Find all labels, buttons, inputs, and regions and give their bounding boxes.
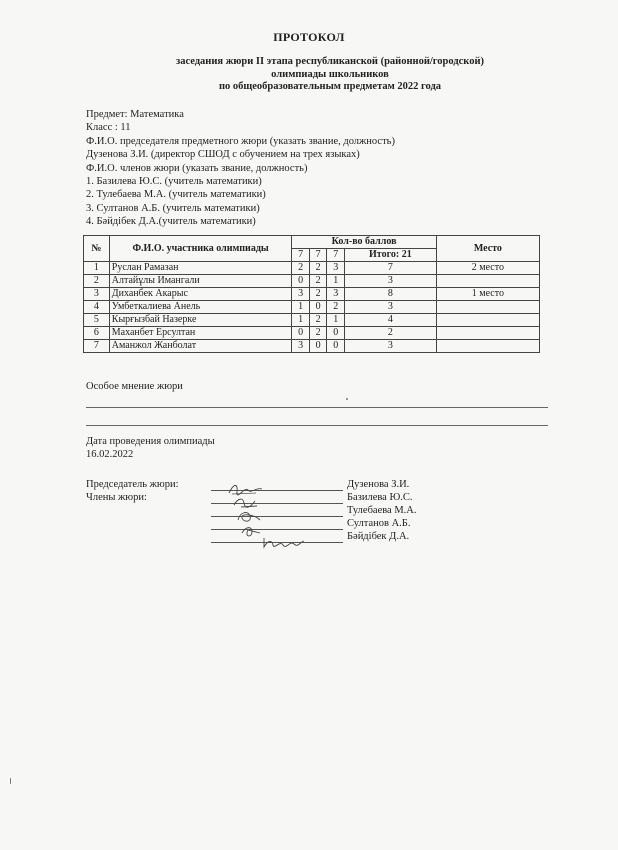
table-row [84, 301, 540, 314]
score-total: 8 [344, 288, 436, 301]
signature-scribble-icon [260, 534, 306, 550]
row-num: 3 [84, 288, 110, 301]
scan-speck [10, 778, 11, 784]
score-total: 3 [344, 275, 436, 288]
chair-label: Председатель жюри: [86, 479, 179, 490]
signatory-name: Тулебаева М.А. [347, 505, 417, 516]
participant-name: Диханбек Акарыс [109, 288, 292, 301]
max-score: 7 [309, 249, 327, 262]
table-row [84, 314, 540, 327]
signature-line [211, 529, 343, 530]
class-line: Класс : 11 [86, 122, 131, 134]
score-2: 0 [309, 340, 327, 353]
score-3: 3 [327, 288, 345, 301]
participant-name: Аманжол Жанболат [109, 340, 292, 353]
place: 2 место [436, 262, 539, 275]
table-row [84, 288, 540, 301]
opinion-line [86, 425, 548, 426]
place [436, 314, 539, 327]
members-heading: Ф.И.О. членов жюри (указать звание, должность) [86, 162, 308, 174]
signatory-name: Базилева Ю.С. [347, 492, 413, 503]
olympiad-date [86, 436, 215, 461]
score-3: 1 [327, 275, 345, 288]
score-total: 7 [344, 262, 436, 275]
row-num: 5 [84, 314, 110, 327]
max-score: 7 [292, 249, 310, 262]
participant-name: Руслан Рамазан [109, 262, 292, 275]
score-1: 3 [292, 288, 310, 301]
participant-name: Кырғызбай Назерке [109, 314, 292, 327]
results-table [83, 235, 540, 353]
table-header-row [84, 236, 540, 249]
row-num: 7 [84, 340, 110, 353]
signatory-name: Дузенова З.И. [347, 479, 410, 490]
score-1: 0 [292, 275, 310, 288]
member-line: 3. Султанов А.Б. (учитель математики) [86, 202, 260, 214]
participant-name: Алтайұлы Имангали [109, 275, 292, 288]
chair-name: Дузенова З.И. (директор СШОД с обучением на трех языках) [86, 149, 360, 161]
score-2: 2 [309, 288, 327, 301]
score-2: 0 [309, 301, 327, 314]
score-3: 1 [327, 314, 345, 327]
table-row [84, 327, 540, 340]
participant-name: Умбеткалиева Анель [109, 301, 292, 314]
max-score: 7 [327, 249, 345, 262]
score-2: 2 [309, 262, 327, 275]
special-opinion-label: Особое мнение жюри [86, 381, 183, 392]
opinion-line [86, 407, 548, 408]
signature-block [86, 479, 556, 549]
place: 1 место [436, 288, 539, 301]
place [436, 301, 539, 314]
score-1: 3 [292, 340, 310, 353]
date-value: 16.02.2022 [86, 448, 134, 460]
score-total: 3 [344, 340, 436, 353]
signature-line [211, 516, 343, 517]
score-total: 4 [344, 314, 436, 327]
subtitle-line: по общеобразовательным предметам 2022 года [218, 81, 442, 92]
table-row [84, 340, 540, 353]
row-num: 2 [84, 275, 110, 288]
row-num: 1 [84, 262, 110, 275]
table-row [84, 275, 540, 288]
header-scores: Кол-во баллов [292, 236, 436, 249]
scan-speck [346, 398, 348, 400]
document-title: ПРОТОКОЛ [273, 30, 345, 44]
score-1: 1 [292, 314, 310, 327]
place [436, 275, 539, 288]
score-1: 2 [292, 262, 310, 275]
signatory-name: Бәйдібек Д.А. [347, 531, 410, 542]
member-line: 2. Тулебаева М.А. (учитель математики) [86, 189, 266, 201]
members-label: Члены жюри: [86, 492, 147, 503]
header-num: № [84, 236, 110, 262]
score-3: 0 [327, 327, 345, 340]
document-subtitle [120, 56, 540, 94]
score-3: 3 [327, 262, 345, 275]
place [436, 327, 539, 340]
member-line: 1. Базилева Ю.С. (учитель математики) [86, 176, 262, 188]
header-total: Итого: 21 [344, 249, 436, 262]
header-name: Ф.И.О. участника олимпиады [109, 236, 292, 262]
place [436, 340, 539, 353]
score-1: 0 [292, 327, 310, 340]
signatory-name: Султанов А.Б. [347, 518, 411, 529]
date-label: Дата проведения олимпиады [86, 436, 215, 447]
table-row [84, 262, 540, 275]
score-1: 1 [292, 301, 310, 314]
row-num: 4 [84, 301, 110, 314]
subject-line: Предмет: Математика [86, 109, 184, 120]
score-2: 2 [309, 314, 327, 327]
subtitle-line: олимпиады школьников [271, 68, 389, 80]
score-3: 0 [327, 340, 345, 353]
header-place: Место [436, 236, 539, 262]
protocol-details [86, 108, 556, 229]
score-2: 2 [309, 327, 327, 340]
row-num: 6 [84, 327, 110, 340]
score-total: 2 [344, 327, 436, 340]
subtitle-line: заседания жюри II этапа республиканской (районной/городской) [175, 56, 485, 67]
score-3: 2 [327, 301, 345, 314]
score-total: 3 [344, 301, 436, 314]
participant-name: Маханбет Ерсултан [109, 327, 292, 340]
member-line: 4. Бәйдібек Д.А.(учитель математики) [86, 216, 256, 228]
score-2: 2 [309, 275, 327, 288]
chair-heading: Ф.И.О. председателя предметного жюри (указать звание, должность) [86, 135, 395, 147]
